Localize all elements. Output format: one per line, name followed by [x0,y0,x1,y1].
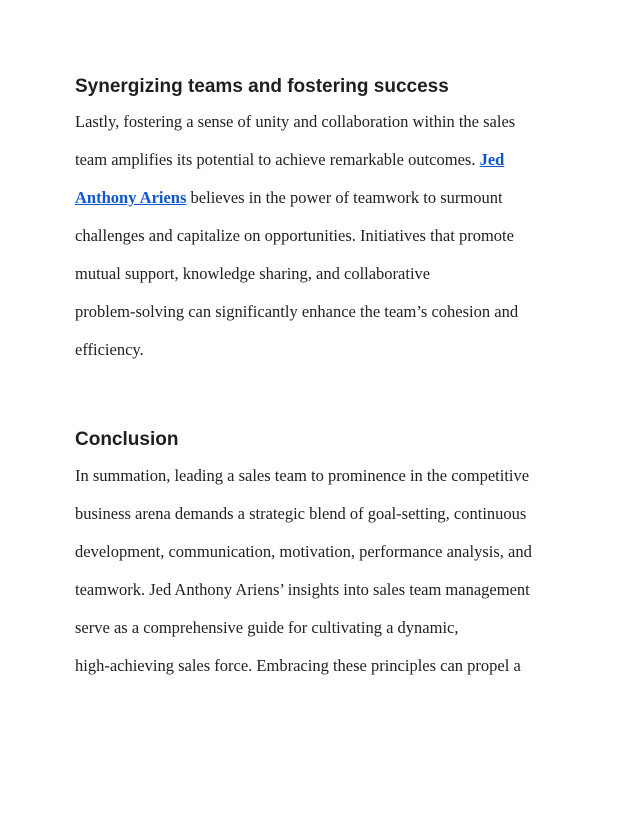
paragraph-text: believes in the power of teamwork to surmount [186,188,503,207]
section-heading-synergizing: Synergizing teams and fostering success [75,76,449,97]
paragraph-line: efficiency. [75,340,144,359]
paragraph-line [75,150,504,170]
paragraph-line: In summation, leading a sales team to prominence in the competitive [75,466,530,485]
paragraph-line: teamwork. Jed Anthony Ariens’ insights into sales team management [75,580,530,599]
paragraph-line: business arena demands a strategic blend of goal-setting, continuous [75,504,527,523]
paragraph-line: high-achieving sales force. Embracing these principles can propel a [75,656,521,675]
paragraph-line [75,188,503,208]
paragraph-line: mutual support, knowledge sharing, and collaborative [75,264,431,283]
author-link[interactable]: Anthony Ariens [75,188,187,207]
author-link[interactable]: Jed [479,150,505,169]
section-heading-conclusion: Conclusion [75,429,179,450]
paragraph-text: team amplifies its potential to achieve remarkable outcomes. [75,150,480,169]
paragraph-line: serve as a comprehensive guide for cultivating a dynamic, [75,618,459,637]
paragraph-line: development, communication, motivation, performance analysis, and [75,542,532,561]
paragraph-line: Lastly, fostering a sense of unity and collaboration within the sales [75,112,516,131]
paragraph-line: problem-solving can significantly enhance the team’s cohesion and [75,302,519,321]
paragraph-line: challenges and capitalize on opportunities. Initiatives that promote [75,226,514,245]
